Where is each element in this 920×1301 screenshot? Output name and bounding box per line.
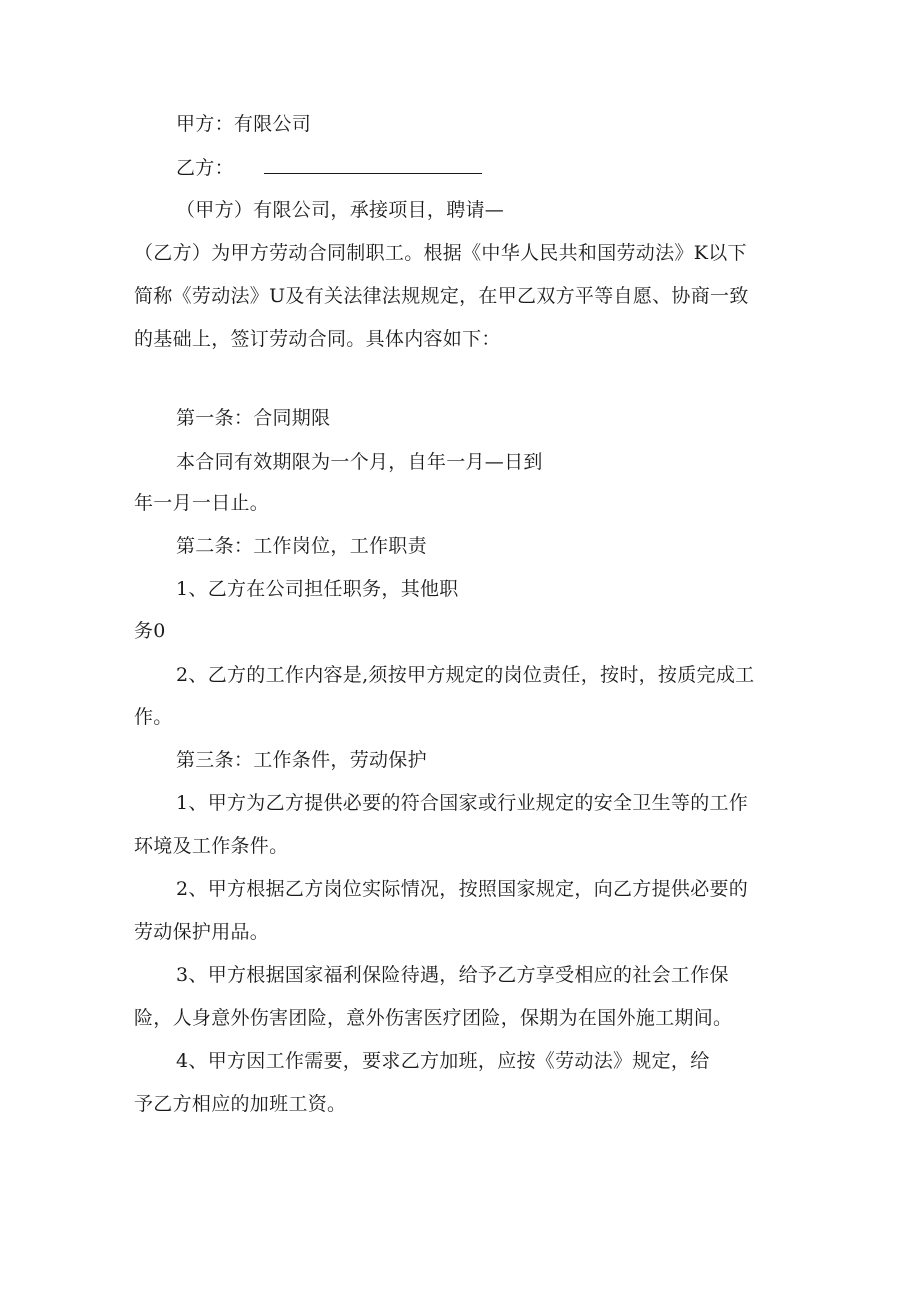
article-3-line: 予乙方相应的加班工资。 [134,1093,347,1115]
intro-line: （甲方）有限公司，承接项目，聘请— [176,199,505,221]
article-2-line: 务0 [134,620,166,642]
intro-line: 简称《劳动法》U及有关法律法规规定，在甲乙双方平等自愿、协商一致 [134,285,749,307]
intro-line: （乙方）为甲方劳动合同制职工。根据《中华人民共和国劳动法》K以下 [134,242,747,264]
article-2-title: 第二条：工作岗位，工作职责 [176,535,427,557]
article-3-line: 环境及工作条件。 [134,835,289,857]
article-1-title: 第一条：合同期限 [176,407,331,429]
article-3-line: 3、甲方根据国家福利保险待遇，给予乙方享受相应的社会工作保 [176,964,729,986]
party-b-line [176,156,482,180]
article-1-line: 年一月一日止。 [134,492,270,514]
party-b-blank-field [264,157,482,174]
article-3-title: 第三条：工作条件，劳动保护 [176,749,427,771]
article-3-line: 2、甲方根据乙方岗位实际情况，按照国家规定，向乙方提供必要的 [176,878,749,900]
party-a-line: 甲方：有限公司 [176,113,312,135]
article-1-line: 本合同有效期限为一个月，自年一月—日到 [176,451,543,473]
article-2-line: 作。 [134,706,173,728]
article-3-line: 1、甲方为乙方提供必要的符合国家或行业规定的安全卫生等的工作 [176,792,749,814]
article-3-line: 劳动保护用品。 [134,921,270,943]
party-b-label: 乙方： [176,157,234,179]
article-3-line: 4、甲方因工作需要，要求乙方加班，应按《劳动法》规定，给 [176,1050,710,1072]
article-2-line: 1、乙方在公司担任职务，其他职 [176,578,459,600]
article-3-line: 险，人身意外伤害团险，意外伤害医疗团险，保期为在国外施工期间。 [134,1007,733,1029]
article-2-line: 2、乙方的工作内容是,须按甲方规定的岗位责任，按时，按质完成工 [176,664,755,686]
intro-line: 的基础上，签订劳动合同。具体内容如下： [134,328,501,350]
